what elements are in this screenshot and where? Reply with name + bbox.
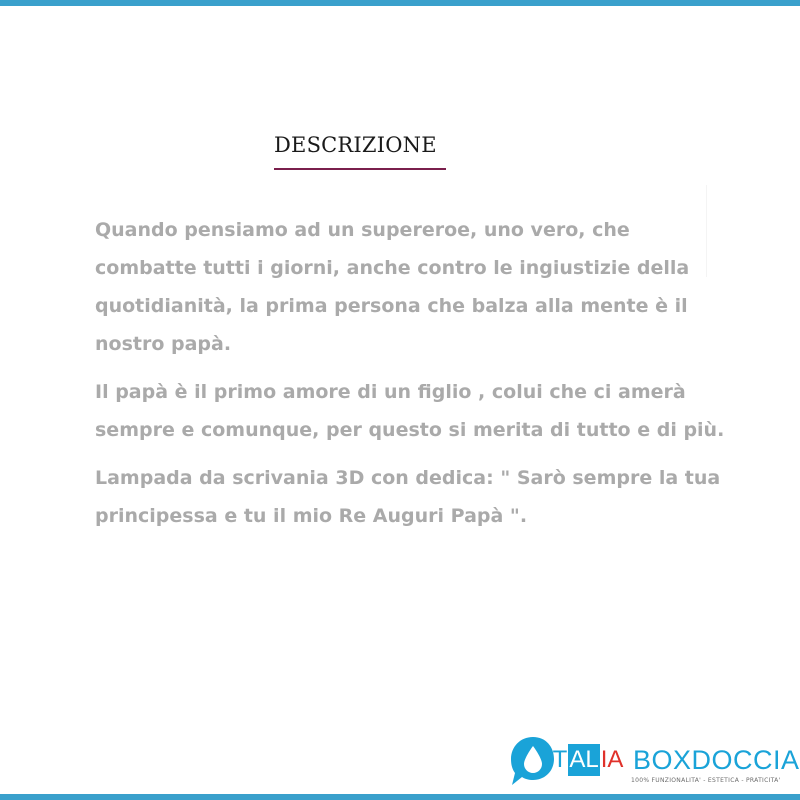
logo-italia-part: IA (600, 746, 624, 773)
paragraph: Il papà è il primo amore di un figlio , colui che ci amerà sempre e comunque, per questo si merita di tutto e di più. (95, 381, 725, 441)
paragraph: Quando pensiamo ad un supereroe, uno vero, che combatte tutti i giorni, anche contro le ingiustizie della quotidianità, la prima persona che balza alla mente è il nostro papà. (95, 219, 690, 355)
logo-italia-wordmark (545, 744, 624, 776)
bottom-border (0, 794, 800, 800)
brand-logo (508, 735, 800, 789)
logo-tagline: 100% FUNZIONALITA' - ESTETICA - PRATICITA' (631, 777, 781, 784)
paragraph: Lampada da scrivania 3D con dedica: " Sarò sempre la tua principessa e tu il mio Re Auguri Papà ". (95, 467, 721, 527)
section-heading: DESCRIZIONE (274, 133, 437, 157)
heading-underline (274, 168, 446, 170)
logo-italia-part: IT (546, 746, 568, 773)
top-border (0, 0, 800, 6)
logo-brand-name: BOXDOCCIA (633, 745, 800, 775)
logo-italia-part: AL (568, 744, 599, 776)
description-text (95, 211, 735, 545)
